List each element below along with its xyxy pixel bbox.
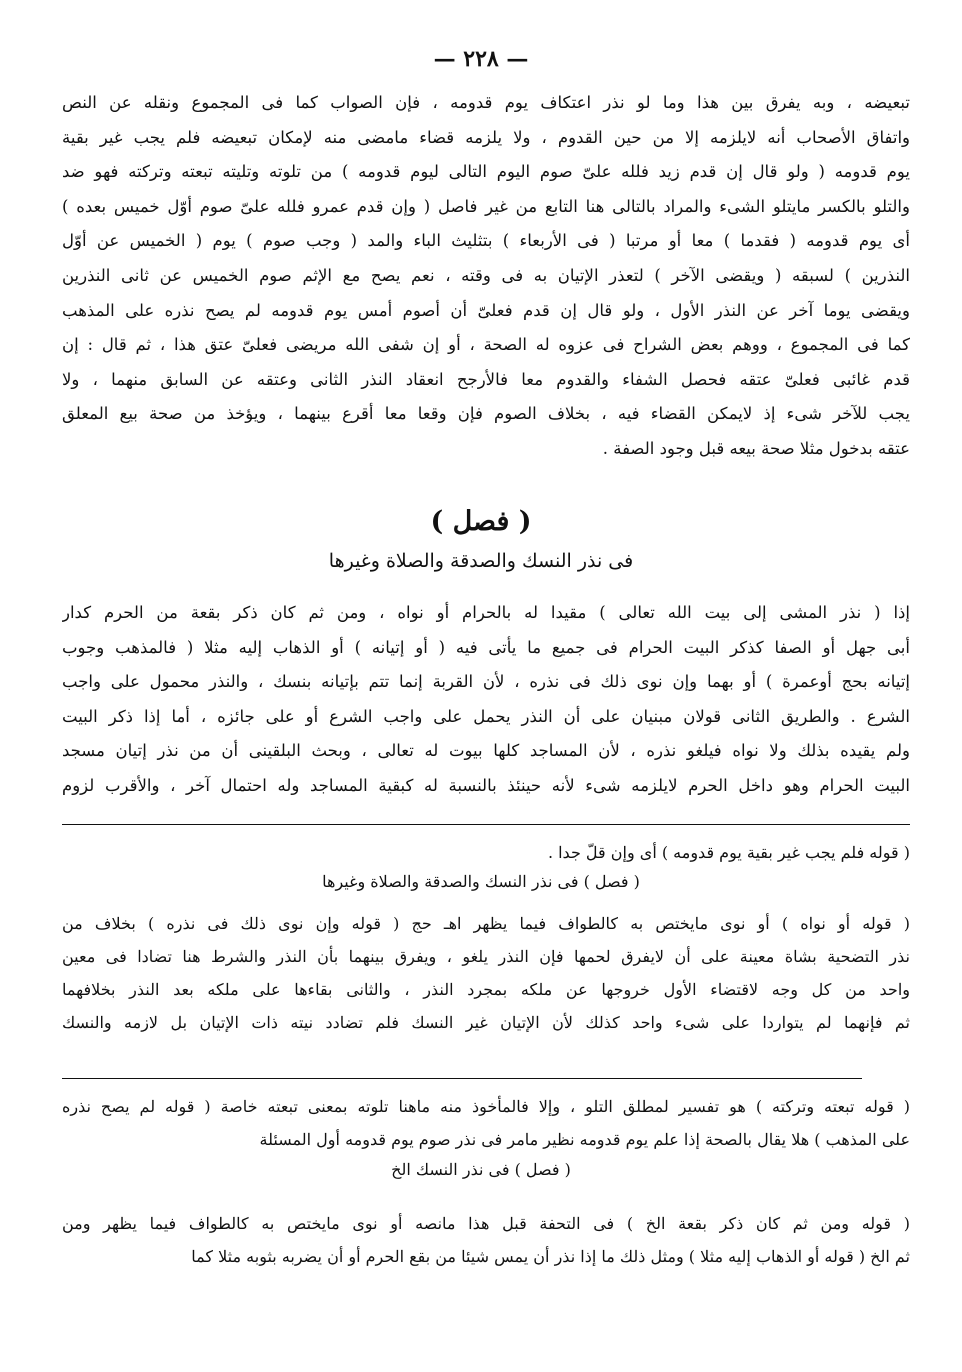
text-line: تبعيضه ، وبه يفرق بين هذا وما لو نذر اعتكاف يوم قدومه ، فإن الصواب كما فى المجموع ونقله عن النص xyxy=(62,93,910,112)
text-line: ولم يقيده بذلك ولا نواه فيلغو نذره ، لأن المساجد كلها بيوت له تعالى ، وبحث البلقينى أن من نذر إتيان مسجد xyxy=(62,741,910,761)
text-line: أى يوم قدومه ( فقدما ) معا أو مرتبا ( فى الأربعاء ) بتثليث الباء والمد ( وجب صوم ) يوم ( الخميس عن أوّل xyxy=(62,231,910,251)
commentary-block-1-body xyxy=(62,907,910,1072)
text-line: ويقضى يوما آخر عن النذر الأول ، ولو قال إن قدم فعلىّ أن أصوم أمس يوم قدومه لم يصح نذره على المذهب xyxy=(62,300,910,320)
footnote-divider xyxy=(62,824,910,825)
text-line: إتيانه بحج أوعمرة ) أو بهما وإن نوى ذلك فى نذره ، لأن القربة إنما تتم بإتيانه بنسك ، والنذر محمول على واجب xyxy=(62,672,910,692)
text-line: قدم غائبى فعلىّ عتقه فحصل الشفاء والقدوم معا فالأرجح انعقاد النذر الثانى وعتقه عن السابق منهما ، ولا xyxy=(62,369,910,389)
main-text-top xyxy=(62,86,910,467)
text-line: يجب للآخر شىء إذ لايمكن القضاء فيه ، بخلاف الصوم فإن وقعا معا أقرع بينهما ، ويؤخذ من صحة بيع المعلق xyxy=(62,404,910,424)
commentary-heading: ( فصل ) فى نذر النسك والصدقة والصلاة وغيرها xyxy=(322,872,640,891)
page-number: — ٢٢٨ — xyxy=(433,46,529,72)
text-line: كما فى المجموع ، ووهم بعض الشراح فى عزوه له الصحة ، أو إن شفى الله مريضى فعلىّ عتق هذا ، ثم قال : إن xyxy=(62,335,910,355)
text-line: ثم الخ ( قوله أو الذهاب إليه مثلا ) ومثل ذلك ما إذا نذر أن يمس شيئا من بقع الحرم أو أن يضربه بثوبه مثلا كما xyxy=(191,1247,910,1266)
text-line: والتلو بالكسر مايتلو الشىء والمراد بالتالى هنا التابع من غير فاصل ( وإن قدم عمرو فلله علىّ صوم أوّل خميس بعده ) xyxy=(62,196,910,216)
text-line: الشرع . والطريق الثانى قولان مبنيان على أن النذر يحمل على واجب الشرع أو على جائزه ، أما إذا ذكر البيت xyxy=(62,706,910,726)
commentary-heading: ( فصل ) فى نذر النسك الخ xyxy=(391,1160,571,1179)
main-text-section xyxy=(62,596,910,804)
text-line: إذا ( نذر المشى إلى بيت الله تعالى ) مقيدا له بالحرام أو نواه ، ومن ثم كان ذكر بقعة من الحرم كدار xyxy=(62,603,910,622)
text-line: ( قوله أو نواه ) أو نوى مايختص به كالطواف فيما يظهر اهـ حج ( قوله وإن نوى ذلك فى نذره ) بخلاف من xyxy=(62,914,910,933)
text-line: على المذهب ) هلا يقال بالصحة إذا علم يوم قدومه نظير مامر فى نذر صوم يوم قدومه أول المسئلة xyxy=(259,1130,910,1149)
text-line: ( قوله فلم يجب غير بقية يوم قدومه ) أى وإن قلّ جدا . xyxy=(547,843,910,862)
footnote-divider xyxy=(62,1078,862,1079)
text-line: أبى جهل أو الصفا كذكر البيت الحرام فى جميع ما يأتى فيه ( أو إتيانه ) أو الذهاب إليه مثلا ( فالمذهب وجوب xyxy=(62,637,910,657)
commentary-block-2 xyxy=(62,1090,910,1156)
text-line: واحد من كل وجه لاقتضاء الأول خروجها عن ملكه بمجرد النذر ، والثانى بقاءها على ملكه بعد النذر بخلافهما xyxy=(62,980,910,999)
text-line: واتفاق الأصحاب أنه لايلزمه إلا من حين القدوم ، ولا يلزمه قضاء مامضى منه لإمكان تبعيضه فلم يجب غير بقية xyxy=(62,127,910,147)
text-line: عتقه بدخول مثلا صحة بيعه قبل وجود الصفة . xyxy=(602,438,910,458)
section-heading: ( فصل ) xyxy=(430,506,532,537)
text-line: ( قوله ومن ثم كان ذكر بقعة الخ ) فى التحفة قبل هذا مانصه أو نوى مايختص به كالطواف فيما يظهر ومن xyxy=(62,1214,910,1233)
text-line xyxy=(62,1039,910,1072)
text-line: نذر التضحية بشاة معينة على أن لايفرق لحمها فإن النذر يلغو ، ويفرق بينهما بأن النذر والشرط هنا تضادا فى معين xyxy=(62,947,910,966)
section-subheading: فى نذر النسك والصدقة والصلاة وغيرها xyxy=(328,550,634,572)
text-line: النذرين ) لسبقه ( ويقضى الآخر ) لتعذر الإتيان به فى وقته ، نعم يصح مع الإثم صوم الخميس عن ثانى النذرين xyxy=(62,265,910,285)
text-line: البيت الحرام وهو داخل الحرم لايلزمه شىء لأنه حينئذ بالنسبة له كبقية المساجد وله احتمال آخر ، والأقرب لزوم xyxy=(62,775,910,795)
commentary-block-1 xyxy=(62,836,910,869)
text-line: يوم قدومه ( ولو قال إن قدم زيد فلله علىّ صوم اليوم التالى ليوم قدومه ) من تلوته وتليته تبعته وتركته فهو ضد xyxy=(62,162,910,182)
commentary-block-3 xyxy=(62,1207,910,1273)
text-line: ( قوله تبعته وتركته ) هو تفسير لمطلق التلو ، وإلا فالمأخوذ منه ماهنا تلوته بمعنى تبعته خاصة ( قوله لم يصح نذره xyxy=(62,1097,910,1116)
text-line: ثم فإنهما لم يتواردا على شىء واحد كذلك لأن الإتيان غير النسك فلم تضادد نيته ذات الإتيان بل لازمه والنسك xyxy=(62,1013,910,1032)
